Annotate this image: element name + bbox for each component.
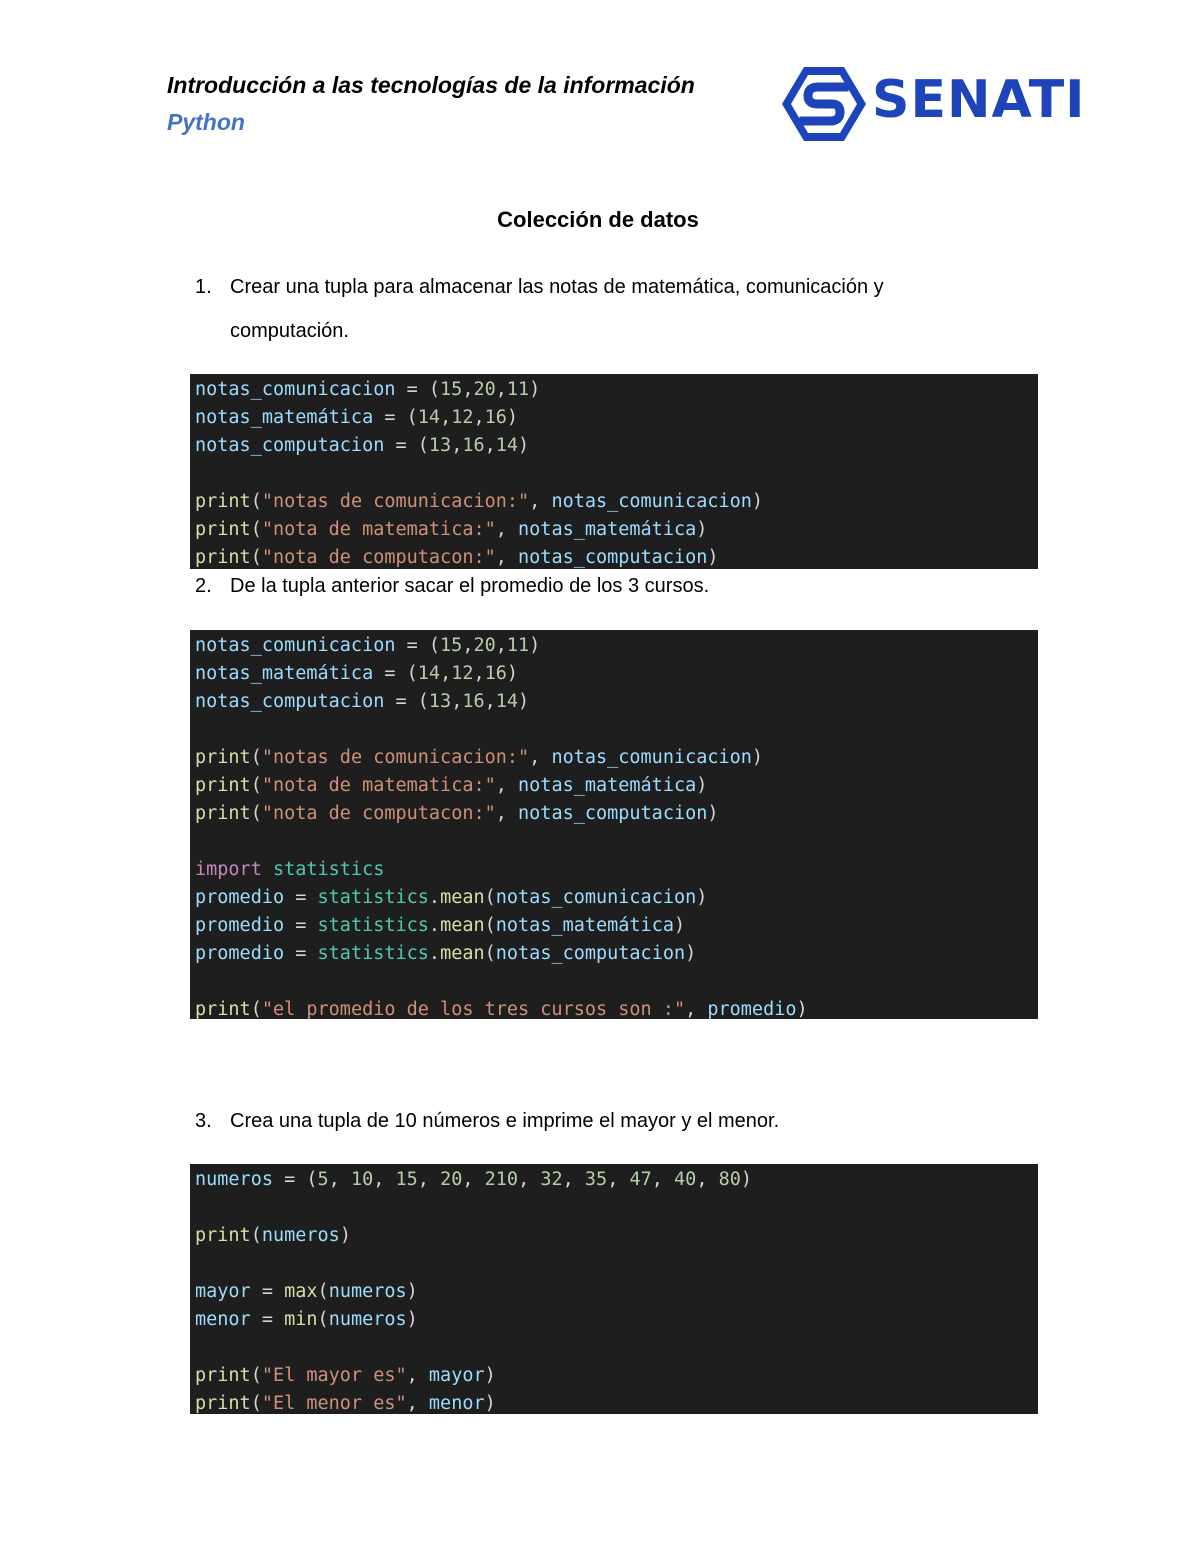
code-token: ( bbox=[250, 775, 262, 796]
code-token: ( bbox=[317, 1309, 329, 1330]
code-token: = ( bbox=[373, 663, 418, 684]
code-token: ( bbox=[250, 519, 262, 540]
header-subtitle: Python bbox=[167, 109, 245, 135]
code-token: print bbox=[195, 1365, 251, 1386]
code-block bbox=[190, 1164, 1038, 1414]
code-token: 20 bbox=[473, 635, 496, 656]
code-token: 11 bbox=[506, 635, 530, 656]
code-token bbox=[262, 859, 273, 880]
list-item-number: 3. bbox=[195, 1110, 212, 1132]
code-token: ) bbox=[406, 1309, 418, 1330]
code-token: print bbox=[195, 1393, 251, 1414]
code-token: = ( bbox=[384, 691, 429, 712]
code-line bbox=[195, 1390, 1038, 1418]
code-token: , bbox=[651, 1169, 675, 1190]
code-line bbox=[195, 432, 1038, 460]
code-token: , bbox=[406, 1365, 429, 1386]
code-token: 11 bbox=[506, 379, 530, 400]
code-token: import bbox=[195, 859, 262, 880]
code-token: notas_matemática bbox=[195, 407, 374, 428]
code-token: ) bbox=[796, 999, 808, 1020]
code-token: ) bbox=[707, 803, 719, 824]
code-token: ( bbox=[250, 803, 262, 824]
code-token: promedio bbox=[195, 887, 285, 908]
code-block bbox=[190, 374, 1038, 569]
code-token: , bbox=[406, 1393, 429, 1414]
code-line bbox=[195, 1166, 1038, 1194]
code-token: 10 bbox=[350, 1169, 374, 1190]
code-token: = bbox=[250, 1309, 285, 1330]
code-token: menor bbox=[428, 1393, 485, 1414]
code-token: "notas de comunicacion:" bbox=[261, 747, 530, 768]
code-token: print bbox=[195, 491, 251, 512]
code-token: 16 bbox=[484, 407, 507, 428]
code-line bbox=[195, 996, 1038, 1024]
code-token: print bbox=[195, 803, 251, 824]
code-line bbox=[195, 940, 1038, 968]
code-token: ( bbox=[250, 1225, 262, 1246]
code-token: , bbox=[462, 1169, 485, 1190]
code-token: max bbox=[284, 1281, 318, 1302]
code-token: , bbox=[417, 1169, 441, 1190]
code-token: , bbox=[607, 1169, 630, 1190]
code-token: ( bbox=[250, 547, 262, 568]
code-token: ) bbox=[529, 635, 541, 656]
code-token: promedio bbox=[195, 915, 285, 936]
code-token: , bbox=[495, 547, 519, 568]
code-token: statistics bbox=[272, 859, 385, 880]
code-token: statistics bbox=[317, 943, 429, 964]
code-token: notas_matemática bbox=[518, 519, 697, 540]
code-token: , bbox=[373, 1169, 396, 1190]
code-token: , bbox=[518, 1169, 541, 1190]
code-token: , bbox=[495, 803, 519, 824]
code-token: notas_comunicacion bbox=[551, 747, 752, 768]
code-token: ) bbox=[484, 1393, 496, 1414]
code-line bbox=[195, 1362, 1038, 1390]
code-blank-line bbox=[195, 1194, 1038, 1222]
code-token: 13 bbox=[428, 435, 452, 456]
code-token: 40 bbox=[674, 1169, 697, 1190]
list-item-text: Crea una tupla de 10 números e imprime el mayor y el menor. bbox=[230, 1110, 780, 1132]
code-blank-line bbox=[195, 1250, 1038, 1278]
list-item-number: 2. bbox=[195, 575, 212, 597]
code-token: ) bbox=[506, 407, 519, 428]
code-token: "el promedio de los tres cursos son :" bbox=[261, 999, 686, 1020]
code-token: ) bbox=[406, 1281, 418, 1302]
code-token: notas_computacion bbox=[518, 803, 708, 824]
code-token: ( bbox=[250, 747, 262, 768]
code-token: ( bbox=[484, 887, 496, 908]
code-token: , bbox=[495, 519, 519, 540]
code-token: , bbox=[495, 379, 507, 400]
code-token: 5 bbox=[317, 1169, 329, 1190]
code-token: 14 bbox=[417, 663, 441, 684]
code-token: "nota de computacon:" bbox=[261, 547, 496, 568]
code-line bbox=[195, 516, 1038, 544]
code-token: = bbox=[284, 943, 318, 964]
list-item-text: Crear una tupla para almacenar las notas de matemática, comunicación y computación. bbox=[230, 276, 884, 342]
code-line bbox=[195, 800, 1038, 828]
code-token: 15 bbox=[395, 1169, 418, 1190]
code-token: notas_comunicacion bbox=[551, 491, 752, 512]
list-item bbox=[195, 564, 950, 608]
code-line bbox=[195, 688, 1038, 716]
code-line bbox=[195, 744, 1038, 772]
code-token: "nota de matematica:" bbox=[261, 775, 496, 796]
code-token: , bbox=[484, 691, 496, 712]
code-token: print bbox=[195, 1225, 251, 1246]
header-title: Introducción a las tecnologías de la información bbox=[167, 72, 695, 98]
code-token: = bbox=[284, 915, 318, 936]
code-token: . bbox=[428, 887, 441, 908]
code-token: = ( bbox=[373, 407, 418, 428]
code-token: "El mayor es" bbox=[261, 1365, 407, 1386]
code-token: ) bbox=[740, 1169, 753, 1190]
code-token: 20 bbox=[440, 1169, 463, 1190]
code-token: ) bbox=[484, 1365, 496, 1386]
code-token: , bbox=[451, 691, 463, 712]
code-token: print bbox=[195, 747, 251, 768]
list-item-number: 1. bbox=[195, 276, 212, 298]
code-token: ) bbox=[751, 747, 764, 768]
code-token: ) bbox=[685, 943, 697, 964]
code-line bbox=[195, 660, 1038, 688]
code-token: ( bbox=[250, 1365, 262, 1386]
code-blank-line bbox=[195, 968, 1038, 996]
list-item bbox=[195, 1099, 950, 1143]
code-token: , bbox=[451, 435, 463, 456]
code-token: , bbox=[529, 747, 552, 768]
code-token: = ( bbox=[395, 379, 441, 400]
code-block bbox=[190, 630, 1038, 1019]
code-token: 16 bbox=[462, 691, 485, 712]
code-token: 47 bbox=[629, 1169, 652, 1190]
code-token: ) bbox=[696, 887, 708, 908]
code-token: print bbox=[195, 999, 251, 1020]
code-line bbox=[195, 488, 1038, 516]
code-token: numeros bbox=[328, 1309, 407, 1330]
code-token: 15 bbox=[440, 379, 463, 400]
code-token: menor bbox=[195, 1309, 251, 1330]
code-token: notas_comunicacion bbox=[195, 379, 396, 400]
code-token: ( bbox=[250, 491, 262, 512]
code-token: 14 bbox=[495, 435, 519, 456]
code-token: ) bbox=[506, 663, 519, 684]
code-token: . bbox=[428, 943, 441, 964]
code-token: , bbox=[462, 379, 474, 400]
code-token: ) bbox=[707, 547, 719, 568]
code-line bbox=[195, 404, 1038, 432]
code-token: min bbox=[284, 1309, 318, 1330]
code-token: . bbox=[428, 915, 441, 936]
code-token: , bbox=[529, 491, 552, 512]
code-token: 210 bbox=[484, 1169, 519, 1190]
code-token: notas_matemática bbox=[195, 663, 374, 684]
code-line bbox=[195, 376, 1038, 404]
code-token: 20 bbox=[473, 379, 496, 400]
code-token: = ( bbox=[384, 435, 429, 456]
code-token: 12 bbox=[451, 663, 474, 684]
code-token: = ( bbox=[272, 1169, 318, 1190]
code-token: print bbox=[195, 775, 251, 796]
code-token: mayor bbox=[195, 1281, 251, 1302]
code-token: numeros bbox=[261, 1225, 340, 1246]
code-token: , bbox=[484, 435, 496, 456]
code-token: = bbox=[250, 1281, 285, 1302]
logo-text: SENATI bbox=[872, 70, 1086, 130]
code-token: promedio bbox=[195, 943, 285, 964]
code-token: 16 bbox=[462, 435, 485, 456]
code-token: notas_matemática bbox=[518, 775, 697, 796]
list-item-text: De la tupla anterior sacar el promedio de los 3 cursos. bbox=[230, 575, 710, 597]
code-token: notas_matemática bbox=[495, 915, 674, 936]
code-token: notas_computacion bbox=[195, 435, 385, 456]
code-token: ( bbox=[317, 1281, 329, 1302]
code-token: 14 bbox=[495, 691, 519, 712]
code-token: = ( bbox=[395, 635, 441, 656]
code-token: 35 bbox=[584, 1169, 608, 1190]
code-token: ) bbox=[696, 519, 708, 540]
code-blank-line bbox=[195, 828, 1038, 856]
code-token: notas_computacion bbox=[195, 691, 385, 712]
code-blank-line bbox=[195, 1334, 1038, 1362]
code-token: 15 bbox=[440, 635, 463, 656]
code-token: numeros bbox=[195, 1169, 273, 1190]
code-token: , bbox=[473, 663, 485, 684]
code-token: print bbox=[195, 547, 251, 568]
code-token: mean bbox=[440, 915, 485, 936]
list-item bbox=[195, 265, 950, 353]
code-line bbox=[195, 912, 1038, 940]
code-token: ( bbox=[250, 1393, 262, 1414]
code-token: 12 bbox=[451, 407, 474, 428]
code-token: , bbox=[495, 775, 519, 796]
code-token: notas_comunicacion bbox=[195, 635, 396, 656]
code-line bbox=[195, 1222, 1038, 1250]
code-token: "notas de comunicacion:" bbox=[261, 491, 530, 512]
code-token: ) bbox=[518, 435, 530, 456]
code-token: 14 bbox=[417, 407, 441, 428]
code-token: print bbox=[195, 519, 251, 540]
code-line bbox=[195, 772, 1038, 800]
code-token: notas_comunicacion bbox=[495, 887, 697, 908]
code-token: , bbox=[685, 999, 708, 1020]
code-token: , bbox=[462, 635, 474, 656]
code-token: ) bbox=[529, 379, 541, 400]
code-token: mayor bbox=[428, 1365, 485, 1386]
code-token: = bbox=[284, 887, 318, 908]
code-blank-line bbox=[195, 716, 1038, 744]
code-line bbox=[195, 1278, 1038, 1306]
code-line bbox=[195, 632, 1038, 660]
code-token: , bbox=[562, 1169, 585, 1190]
code-token: ( bbox=[484, 943, 496, 964]
code-token: , bbox=[696, 1169, 719, 1190]
code-token: statistics bbox=[317, 887, 429, 908]
code-token: promedio bbox=[707, 999, 797, 1020]
code-token: , bbox=[328, 1169, 351, 1190]
document-title: Colección de datos bbox=[497, 207, 699, 232]
code-token: 80 bbox=[718, 1169, 741, 1190]
code-token: ( bbox=[250, 999, 262, 1020]
code-token: ) bbox=[673, 915, 686, 936]
code-token: mean bbox=[440, 943, 485, 964]
code-line bbox=[195, 1306, 1038, 1334]
code-token: numeros bbox=[328, 1281, 407, 1302]
code-token: ) bbox=[518, 691, 530, 712]
code-token: , bbox=[440, 663, 452, 684]
code-line bbox=[195, 856, 1038, 884]
code-token: , bbox=[495, 635, 507, 656]
code-token: notas_computacion bbox=[518, 547, 708, 568]
code-token: 16 bbox=[484, 663, 507, 684]
code-token: "nota de computacon:" bbox=[261, 803, 496, 824]
code-token: ) bbox=[751, 491, 764, 512]
code-token: notas_computacion bbox=[495, 943, 686, 964]
code-token: statistics bbox=[317, 915, 429, 936]
code-token: mean bbox=[440, 887, 485, 908]
code-token: , bbox=[473, 407, 485, 428]
code-token: ) bbox=[696, 775, 708, 796]
code-token: ) bbox=[339, 1225, 351, 1246]
code-line bbox=[195, 884, 1038, 912]
code-token: "nota de matematica:" bbox=[261, 519, 496, 540]
code-token: 32 bbox=[540, 1169, 563, 1190]
code-token: "El menor es" bbox=[261, 1393, 407, 1414]
code-token: 13 bbox=[428, 691, 452, 712]
code-token: ( bbox=[484, 915, 496, 936]
code-blank-line bbox=[195, 460, 1038, 488]
code-token: , bbox=[440, 407, 452, 428]
